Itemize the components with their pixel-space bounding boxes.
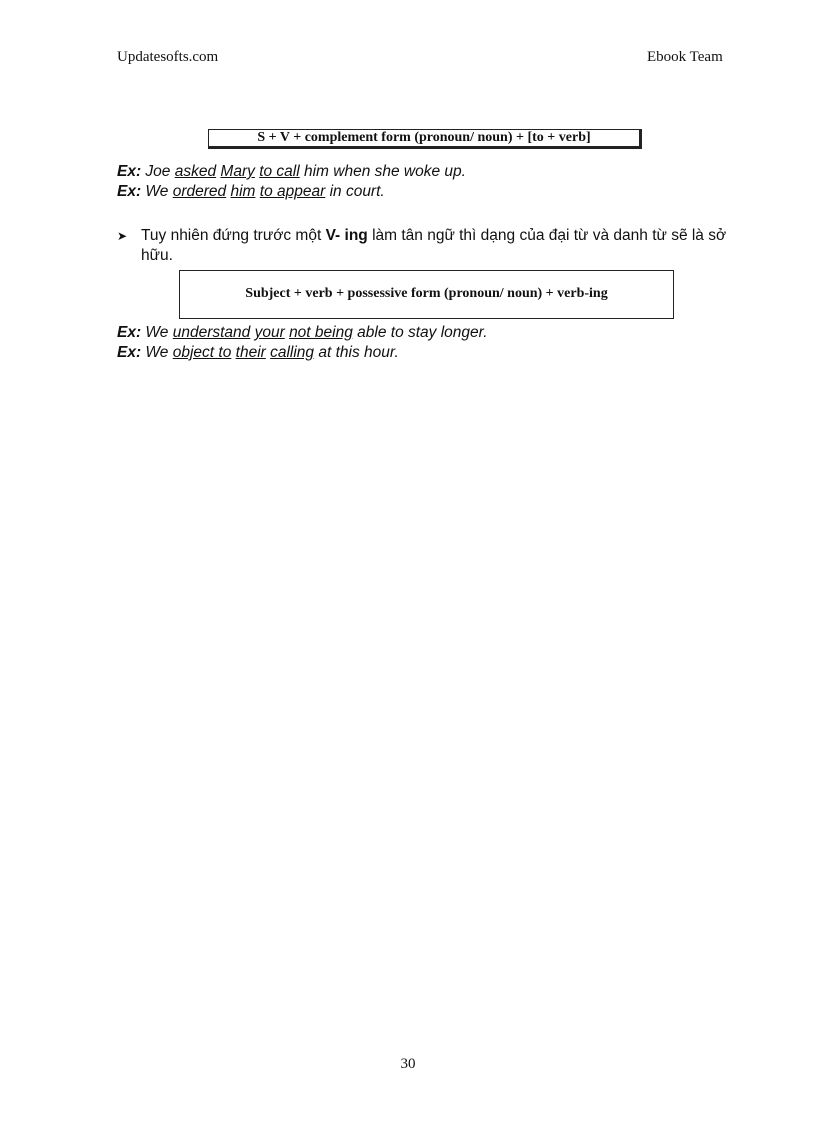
page-number: 30 <box>400 1056 416 1072</box>
example-underlined-phrase: him <box>230 183 256 200</box>
example-underlined-phrase: calling <box>270 344 315 361</box>
header-site-name: Updatesofts.com <box>117 49 219 65</box>
bullet-text <box>117 226 757 266</box>
arrow-bullet-icon: ➤ <box>117 229 128 243</box>
example-underlined-phrase: Mary <box>220 163 255 180</box>
bullet-text-before: Tuy nhiên đứng trước một <box>141 227 326 244</box>
example-text: We <box>141 324 173 341</box>
example-underlined-phrase: not being <box>289 324 353 341</box>
example-underlined-phrase: your <box>254 324 285 341</box>
example-label: Ex: <box>117 344 142 361</box>
example-underlined-phrase: their <box>235 344 266 361</box>
formula-box-possessive: Subject + verb + possessive form (pronoun/ noun) + verb-ing <box>179 270 674 319</box>
formula-box-infinitive: S + V + complement form (pronoun/ noun) + [to + verb] <box>208 129 642 149</box>
example-underlined-phrase: asked <box>174 163 217 180</box>
example-label: Ex: <box>117 324 142 341</box>
example-line <box>117 183 385 201</box>
example-label: Ex: <box>117 163 142 180</box>
example-text: We <box>141 344 173 361</box>
example-underlined-phrase: to appear <box>259 183 326 200</box>
example-text: We <box>141 183 173 200</box>
example-underlined-phrase: understand <box>172 324 251 341</box>
example-text: at this hour. <box>314 344 399 361</box>
example-text: in court. <box>325 183 385 200</box>
example-underlined-phrase: object to <box>172 344 232 361</box>
header-team-name: Ebook Team <box>647 49 723 65</box>
example-text: him when she woke up. <box>299 163 466 180</box>
bullet-paragraph <box>117 226 757 266</box>
example-underlined-phrase: ordered <box>172 183 227 200</box>
example-text: Joe <box>141 163 175 180</box>
example-line <box>117 344 399 362</box>
example-line <box>117 324 488 342</box>
example-text: able to stay longer. <box>352 324 488 341</box>
example-label: Ex: <box>117 183 142 200</box>
example-line <box>117 163 466 181</box>
bullet-text-bold: V- ing <box>325 227 368 244</box>
bullet-text-after: làm tân ngữ thì dạng của đại từ và danh từ sẽ là sở hữu. <box>141 227 727 264</box>
example-underlined-phrase: to call <box>259 163 300 180</box>
